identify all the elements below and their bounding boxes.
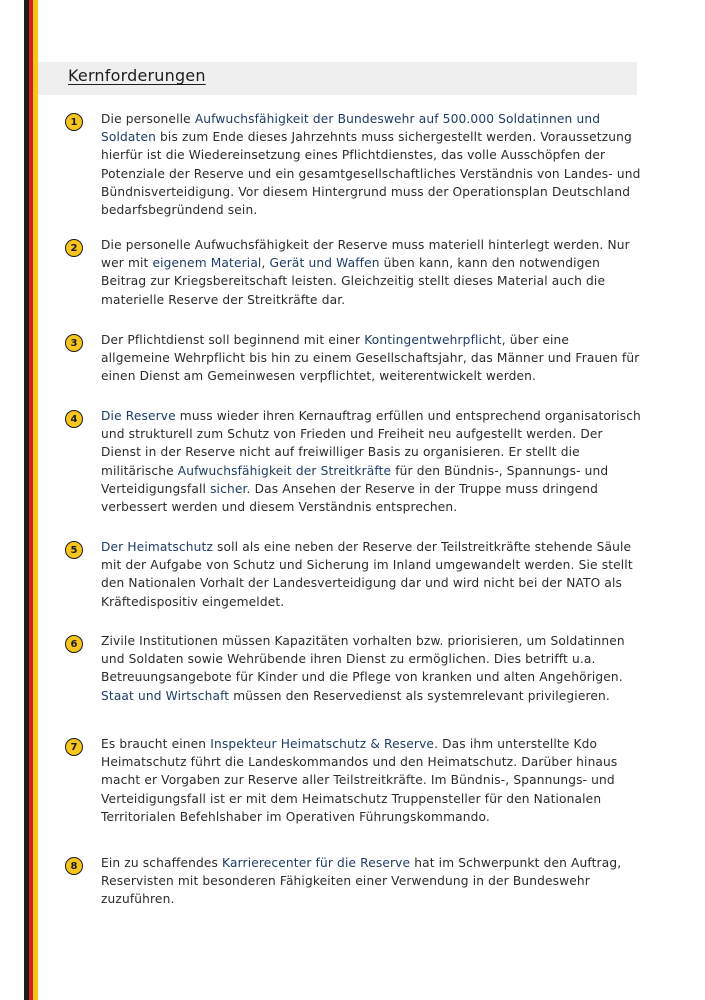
text-segment: Ein zu schaffendes xyxy=(101,856,223,870)
highlighted-phrase: Gerät und Waffen xyxy=(269,256,380,271)
highlighted-phrase: Staat und Wirtschaft xyxy=(101,688,230,703)
text-segment: Die personelle Aufwuchsfähigkeit der Reserve muss materiell hinterlegt werden. Nur wer mit xyxy=(101,238,630,271)
highlighted-phrase: Kontingentwehrpflicht xyxy=(364,333,502,347)
text-segment: für den Bündnis-, Spannungs- und Verteidigungsfall xyxy=(101,463,609,496)
number-badge: 4 xyxy=(65,410,83,428)
text-segment: üben kann, kann den notwendigen Beitrag zur Kriegsbereitschaft leisten. Gleichzeitig stellt dieses Material auch die materielle Reserve der Streitkräfte dar. xyxy=(101,256,606,307)
text-segment: , über eine allgemeine Wehrpflicht bis hin zu einem Gesellschaftsjahr, das Männer und Frauen für einen Dienst am Gemeinwesen verpflichtet, weiterentwickelt werden. xyxy=(101,333,640,384)
demand-item xyxy=(65,538,645,611)
demand-item xyxy=(65,854,645,909)
number-badge: 5 xyxy=(65,541,83,559)
text-segment: , xyxy=(261,256,270,271)
number-badge: 2 xyxy=(65,239,83,257)
demand-text xyxy=(101,735,641,826)
text-segment: hat im Schwerpunkt den Auftrag, Reservisten mit besonderen Fähigkeiten einer Verwendung in der Bundeswehr zuzuführen. xyxy=(101,856,622,907)
demand-text xyxy=(101,331,641,386)
text-segment: Zivile Institutionen müssen Kapazitäten vorhalten bzw. priorisieren, um Soldatinnen und Soldaten sowie Wehrübende ihren Dienst zu ermöglichen. Dies betrifft u.a. Betreuungsangebote für Kinder und die Pflege von kranken und alten Angehörigen. xyxy=(101,634,625,685)
text-segment: bis zum Ende dieses Jahrzehnts muss sichergestellt werden. Voraussetzung hierfür ist die Wiedereinsetzung eines Pflichtdienstes, das volle Ausschöpfen der Potenziale der Reserve und ein gesamtgesellschaftliches Verständnis von Landes- und Bündnisverteidigung. Vor diesem Hintergrund muss der Operationsplan Deutschland bedarfsbegründend sein. xyxy=(101,130,641,218)
number-badge: 7 xyxy=(65,738,83,756)
demand-text xyxy=(101,632,641,705)
number-badge: 6 xyxy=(65,635,83,653)
text-segment: Die personelle xyxy=(101,112,195,126)
german-flag-stripe xyxy=(24,0,38,1000)
demand-item xyxy=(65,407,645,516)
highlighted-phrase: Inspekteur Heimatschutz & Reserve xyxy=(210,737,435,751)
flag-stripe-gold xyxy=(33,0,38,1000)
demand-item xyxy=(65,331,645,386)
demand-item xyxy=(65,236,645,309)
text-segment: Der Pflichtdienst soll beginnend mit einer xyxy=(101,333,365,347)
number-badge: 8 xyxy=(65,857,83,875)
page-title: Kernforderungen xyxy=(68,66,206,85)
highlighted-phrase: Der Heimatschutz xyxy=(101,540,214,554)
highlighted-phrase: Die Reserve xyxy=(101,409,176,423)
demand-item xyxy=(65,632,645,705)
demand-item xyxy=(65,110,645,219)
demand-text xyxy=(101,854,641,909)
text-segment: müssen den Reservedienst als systemrelevant privilegieren. xyxy=(229,688,610,703)
highlighted-phrase: Aufwuchsfähigkeit der Streitkräfte xyxy=(177,463,392,478)
highlighted-phrase: Karrierecenter für die Reserve xyxy=(222,856,411,870)
text-segment: Es braucht einen xyxy=(101,737,211,751)
demand-item xyxy=(65,735,645,826)
demand-text xyxy=(101,538,641,611)
highlighted-phrase: sicher xyxy=(210,481,247,496)
demand-text xyxy=(101,236,641,309)
highlighted-phrase: eigenem Material xyxy=(152,256,262,271)
text-segment: . Das ihm unterstellte Kdo Heimatschutz führt die Landeskommandos und den Heimatschutz. Darüber hinaus macht er Vorgaben zur Reserve aller Teilstreitkräfte. Im Bündnis-, Spannungs- und Verteidigungsfall ist er mit dem Heimatschutz Truppensteller für den Nationalen Territorialen Befehlshaber im Operativen Führungskommando. xyxy=(101,737,618,824)
number-badge: 3 xyxy=(65,334,83,352)
highlighted-phrase: Aufwuchsfähigkeit der Bundeswehr auf 500.000 Soldatinnen und Soldaten xyxy=(101,112,601,145)
text-segment: soll als eine neben der Reserve der Teilstreitkräfte stehende Säule mit der Aufgabe von Schutz und Sicherung im Inland umgewandelt werden. Sie stellt den Nationalen Vorhalt der Landesverteidigung dar und wird nicht bei der NATO als Kräftedispositiv eingemeldet. xyxy=(101,540,633,609)
demand-text xyxy=(101,110,641,219)
number-badge: 1 xyxy=(65,113,83,131)
demand-text xyxy=(101,407,641,516)
text-segment: muss wieder ihren Kernauftrag erfüllen und entsprechend organisatorisch und strukturell zum Schutz von Frieden und Freiheit neu aufgestellt werden. Der Dienst in der Reserve nicht auf freiwilliger Basis zu organisieren. Er stellt die militärische xyxy=(101,409,641,478)
text-segment: . Das Ansehen der Reserve in der Truppe muss dringend verbessert werden und diesem Verständnis entsprechen. xyxy=(101,481,599,515)
